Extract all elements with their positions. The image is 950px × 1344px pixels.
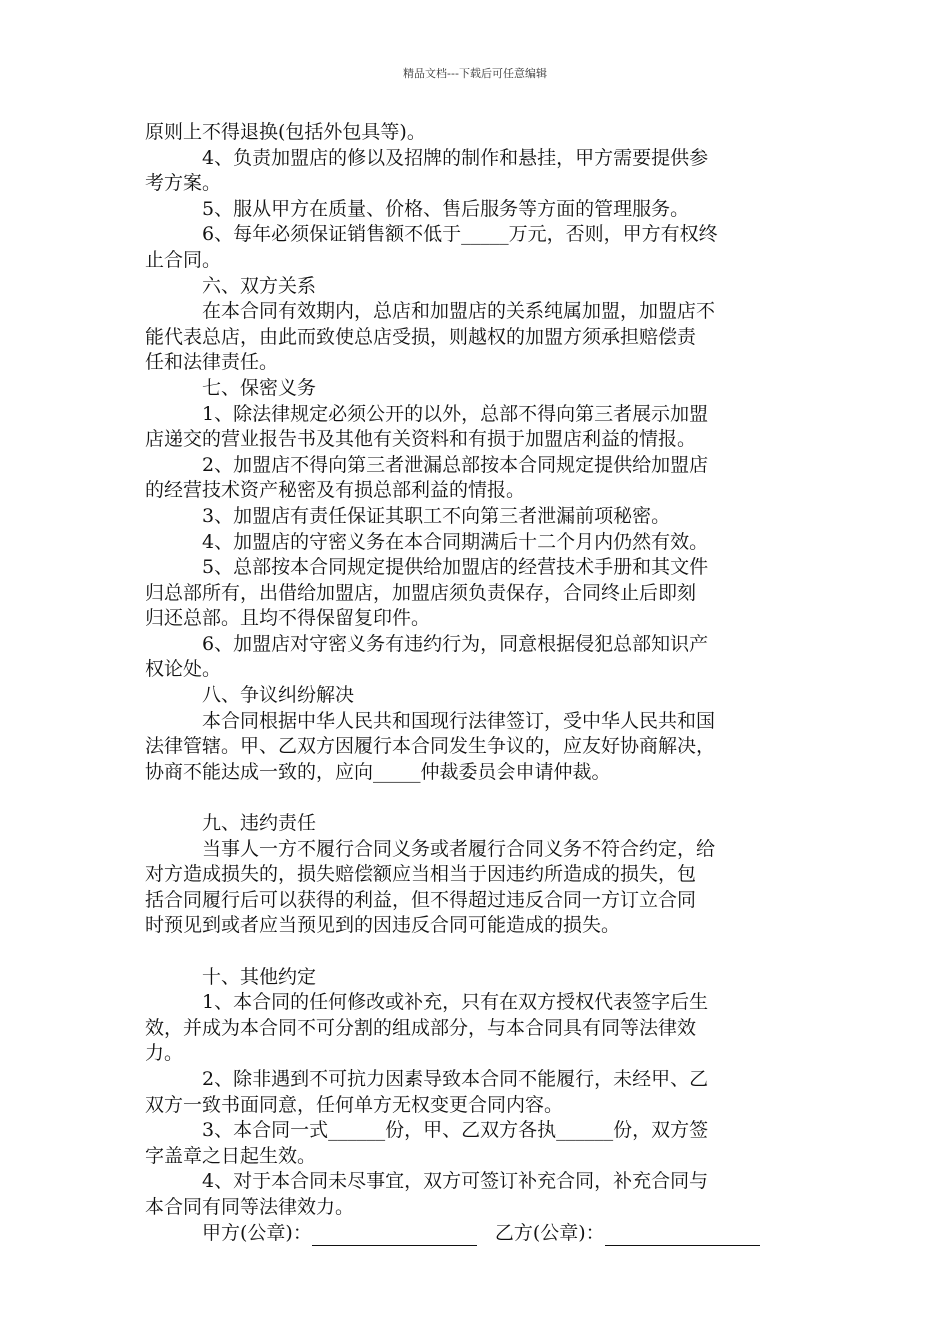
text-line: 括合同履行后可以获得的利益，但不得超过违反合同一方订立合同 [145,888,697,911]
party-a-label: 甲方(公章)： [202,1221,312,1244]
text-line: 店递交的营业报告书及其他有关资料和有损于加盟店利益的情报。 [145,428,697,451]
text-line: 法律管辖。甲、乙双方因履行本合同发生争议的，应友好协商解决， [145,735,716,758]
text-line: 协商不能达成一致的，应向_____仲裁委员会申请仲裁。 [145,760,611,783]
text-line: 双方一致书面同意，任何单方无权变更合同内容。 [145,1093,564,1116]
signature-row [145,1221,817,1247]
section-heading: 九、违约责任 [202,812,317,835]
text-line: 任和法律责任。 [145,351,279,374]
text-line: 3、本合同一式______份，甲、乙双方各执______份，双方签 [202,1119,709,1142]
text-line: 能代表总店，由此而致使总店受损，则越权的加盟方须承担赔偿责 [145,325,697,348]
text-line: 力。 [145,1042,184,1065]
text-line: 在本合同有效期内，总店和加盟店的关系纯属加盟，加盟店不 [202,300,716,323]
text-line: 归还总部。且均不得保留复印件。 [145,607,431,630]
text-line: 4、负责加盟店的修以及招牌的制作和悬挂，甲方需要提供参 [202,146,709,169]
section-heading: 六、双方关系 [202,274,317,297]
party-a-signature-line [312,1223,477,1246]
text-line: 对方造成损失的，损失赔偿额应当相当于因违约所造成的损失，包 [145,863,697,886]
text-line: 3、加盟店有责任保证其职工不向第三者泄漏前项秘密。 [202,504,671,527]
text-line: 5、总部按本合同规定提供给加盟店的经营技术手册和其文件 [202,556,709,579]
text-line: 6、加盟店对守密义务有违约行为，同意根据侵犯总部知识产 [202,632,709,655]
party-b-label: 乙方(公章)： [494,1221,605,1244]
text-line: 1、本合同的任何修改或补充，只有在双方授权代表签字后生 [202,991,709,1014]
section-heading: 八、争议纠纷解决 [202,684,355,707]
text-line: 5、服从甲方在质量、价格、售后服务等方面的管理服务。 [202,197,690,220]
section-heading: 十、其他约定 [202,965,317,988]
text-line: 权论处。 [145,658,222,681]
text-line: 字盖章之日起生效。 [145,1144,317,1167]
party-b-signature-line [605,1223,760,1246]
text-line: 1、除法律规定必须公开的以外，总部不得向第三者展示加盟 [202,402,709,425]
text-line: 的经营技术资产秘密及有损总部利益的情报。 [145,479,526,502]
text-line: 本合同有同等法律效力。 [145,1195,355,1218]
section-heading: 七、保密义务 [202,376,317,399]
contract-body [145,120,817,1246]
text-line: 2、除非遇到不可抗力因素导致本合同不能履行，未经甲、乙 [202,1067,709,1090]
text-line: 本合同根据中华人民共和国现行法律签订，受中华人民共和国 [202,709,716,732]
text-line: 4、加盟店的守密义务在本合同期满后十二个月内仍然有效。 [202,530,709,553]
text-line: 当事人一方不履行合同义务或者履行合同义务不符合约定，给 [202,837,716,860]
blank-line [145,785,817,811]
text-line: 时预见到或者应当预见到的因违反合同可能造成的损失。 [145,914,621,937]
text-line: 6、每年必须保证销售额不低于_____万元，否则，甲方有权终 [202,223,718,246]
text-line: 止合同。 [145,248,222,271]
text-line: 2、加盟店不得向第三者泄漏总部按本合同规定提供给加盟店 [202,453,709,476]
page-header: 精品文档---下载后可任意编辑 [403,67,547,80]
blank-line [145,939,817,965]
text-line: 归总部所有，出借给加盟店，加盟店须负责保存，合同终止后即刻 [145,581,697,604]
text-line: 4、对于本合同未尽事宜，双方可签订补充合同，补充合同与 [202,1170,709,1193]
text-line: 效，并成为本合同不可分割的组成部分，与本合同具有同等法律效 [145,1016,697,1039]
text-line: 考方案。 [145,172,222,195]
text-line: 原则上不得退换(包括外包具等)。 [145,121,426,143]
